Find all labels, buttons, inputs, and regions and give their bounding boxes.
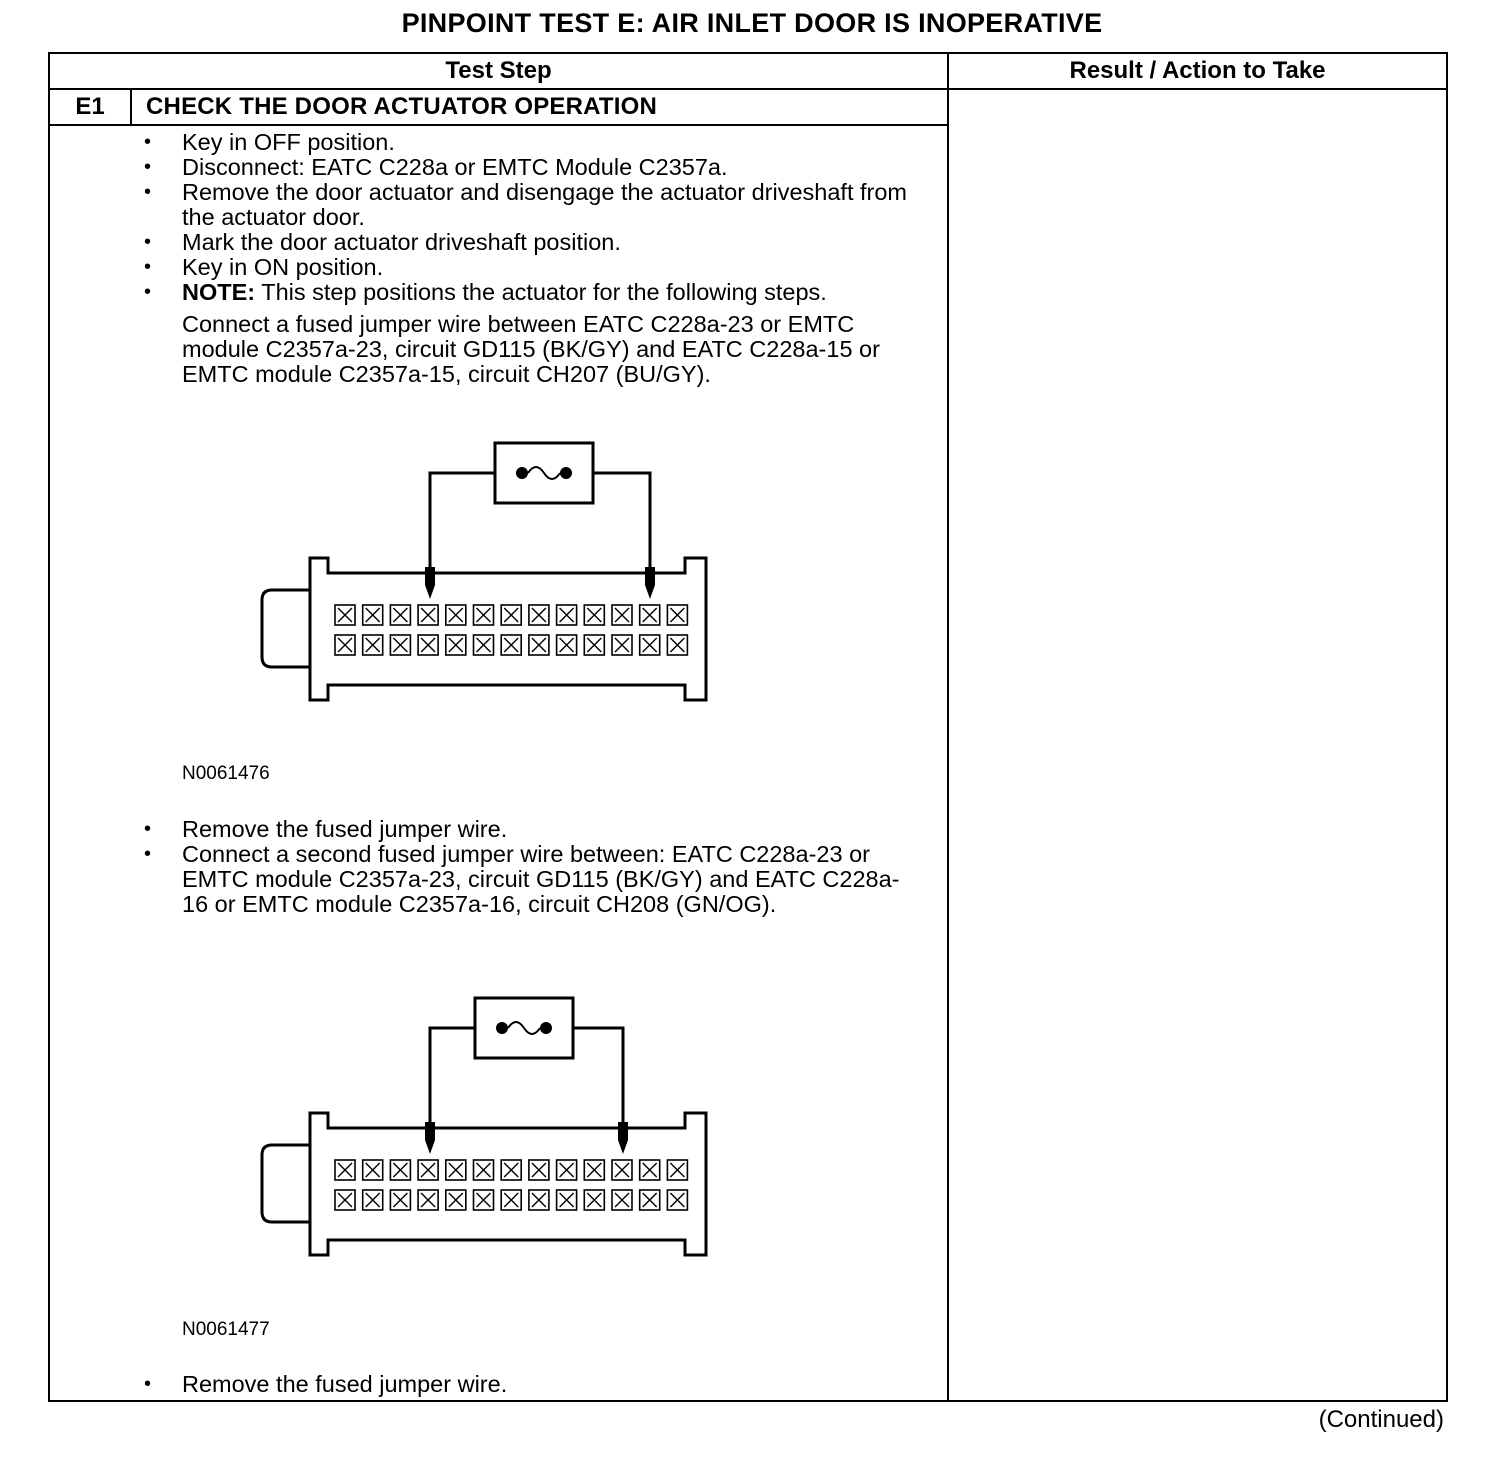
list-item: • Key in OFF position. bbox=[144, 129, 395, 155]
pin-terminal bbox=[449, 608, 463, 622]
pin-terminal bbox=[560, 608, 574, 622]
pin-terminal bbox=[532, 608, 546, 622]
pin-terminal bbox=[338, 638, 352, 652]
connector-diagram-2 bbox=[250, 990, 720, 1265]
pin-terminal bbox=[615, 638, 629, 652]
pin-terminal bbox=[449, 1193, 463, 1207]
pin-terminal bbox=[421, 1163, 435, 1177]
pin-terminal bbox=[366, 1163, 380, 1177]
header-result-action: Result / Action to Take bbox=[1069, 57, 1326, 84]
pin-terminal bbox=[393, 608, 407, 622]
list-item: • Key in ON position. bbox=[144, 254, 384, 280]
bullet-icon: • bbox=[144, 256, 152, 278]
pin-terminal bbox=[615, 608, 629, 622]
connector-pins bbox=[335, 1160, 687, 1210]
list-item: • Remove the fused jumper wire. bbox=[144, 816, 508, 842]
pin-terminal bbox=[532, 1193, 546, 1207]
figure-id-1: N0061476 bbox=[182, 763, 270, 784]
list-item bbox=[0, 280, 920, 305]
step-id: E1 bbox=[75, 93, 105, 120]
bullet-icon: • bbox=[144, 131, 152, 153]
pin-terminal bbox=[504, 1193, 518, 1207]
pin-terminal bbox=[393, 1163, 407, 1177]
pin-terminal bbox=[615, 1163, 629, 1177]
pin-terminal bbox=[421, 1193, 435, 1207]
pin-terminal bbox=[449, 638, 463, 652]
list-item: • Remove the door actuator and disengage the actuator driveshaft from the actuator door. bbox=[144, 179, 908, 230]
pin-terminal bbox=[504, 1163, 518, 1177]
pin-terminal bbox=[643, 638, 657, 652]
page-title: PINPOINT TEST E: AIR INLET DOOR IS INOPERATIVE bbox=[401, 8, 1103, 38]
pin-terminal bbox=[338, 608, 352, 622]
list-item: • Connect a second fused jumper wire between: EATC C228a-23 or EMTC module C2357a-23, circuit GD115 (BK/GY) and EATC C228a-16 or EMTC module C2357a-16, circuit CH208 (GN/OG). bbox=[144, 841, 900, 917]
pin-terminal bbox=[477, 608, 491, 622]
pin-terminal bbox=[366, 608, 380, 622]
pin-terminal bbox=[560, 1193, 574, 1207]
pin-terminal bbox=[421, 608, 435, 622]
note-label: NOTE: bbox=[182, 279, 256, 305]
bullet-icon: • bbox=[144, 181, 152, 203]
column-divider bbox=[947, 52, 949, 1402]
pin-terminal bbox=[670, 1193, 684, 1207]
pin-terminal bbox=[477, 1193, 491, 1207]
pin-terminal bbox=[532, 638, 546, 652]
note-instruction: Connect a fused jumper wire between EATC C228a-23 or EMTC module C2357a-23, circuit GD115 (BK/GY) and EATC C228a-15 or EMTC module C2357a-15, circuit CH207 (BU/GY). bbox=[182, 311, 880, 387]
pin-terminal bbox=[670, 1163, 684, 1177]
step-title: CHECK THE DOOR ACTUATOR OPERATION bbox=[146, 93, 658, 120]
step-row-divider bbox=[48, 124, 949, 126]
bullet-icon: • bbox=[144, 156, 152, 178]
pin-terminal bbox=[587, 608, 601, 622]
pin-terminal bbox=[393, 638, 407, 652]
pin-terminal bbox=[670, 608, 684, 622]
bullet-icon: • bbox=[144, 1373, 152, 1395]
pin-terminal bbox=[560, 1163, 574, 1177]
header-test-step: Test Step bbox=[445, 57, 552, 84]
note-text: This step positions the actuator for the following steps. bbox=[261, 279, 827, 305]
step-id-divider bbox=[130, 88, 132, 126]
pin-terminal bbox=[643, 1193, 657, 1207]
pin-terminal bbox=[643, 608, 657, 622]
pin-terminal bbox=[615, 1193, 629, 1207]
pin-terminal bbox=[366, 638, 380, 652]
list-item: • Disconnect: EATC C228a or EMTC Module C2357a. bbox=[144, 154, 728, 180]
bullet-icon: • bbox=[144, 231, 152, 253]
connector-pins bbox=[335, 605, 687, 655]
figure-id-2: N0061477 bbox=[182, 1319, 270, 1340]
list-item: • Mark the door actuator driveshaft position. bbox=[144, 229, 621, 255]
bullet-icon: • bbox=[144, 843, 152, 865]
bullet-icon: • bbox=[144, 281, 152, 303]
pin-terminal bbox=[449, 1163, 463, 1177]
continued-label: (Continued) bbox=[1318, 1406, 1444, 1433]
list-item: • Remove the fused jumper wire. bbox=[144, 1371, 508, 1397]
pin-terminal bbox=[393, 1193, 407, 1207]
pin-terminal bbox=[670, 638, 684, 652]
connector-diagram-1 bbox=[250, 435, 720, 710]
pin-terminal bbox=[477, 1163, 491, 1177]
pin-terminal bbox=[504, 638, 518, 652]
pin-terminal bbox=[338, 1163, 352, 1177]
pin-terminal bbox=[421, 638, 435, 652]
pin-terminal bbox=[643, 1163, 657, 1177]
pin-terminal bbox=[532, 1163, 546, 1177]
pin-terminal bbox=[560, 638, 574, 652]
pin-terminal bbox=[587, 1163, 601, 1177]
pin-terminal bbox=[587, 1193, 601, 1207]
pin-terminal bbox=[587, 638, 601, 652]
pin-terminal bbox=[504, 608, 518, 622]
step-bullets-3 bbox=[0, 1372, 920, 1397]
step-bullets-1 bbox=[0, 130, 920, 305]
bullet-icon: • bbox=[144, 818, 152, 840]
pin-terminal bbox=[338, 1193, 352, 1207]
pin-terminal bbox=[477, 638, 491, 652]
pin-terminal bbox=[366, 1193, 380, 1207]
step-bullets-2 bbox=[0, 817, 920, 917]
